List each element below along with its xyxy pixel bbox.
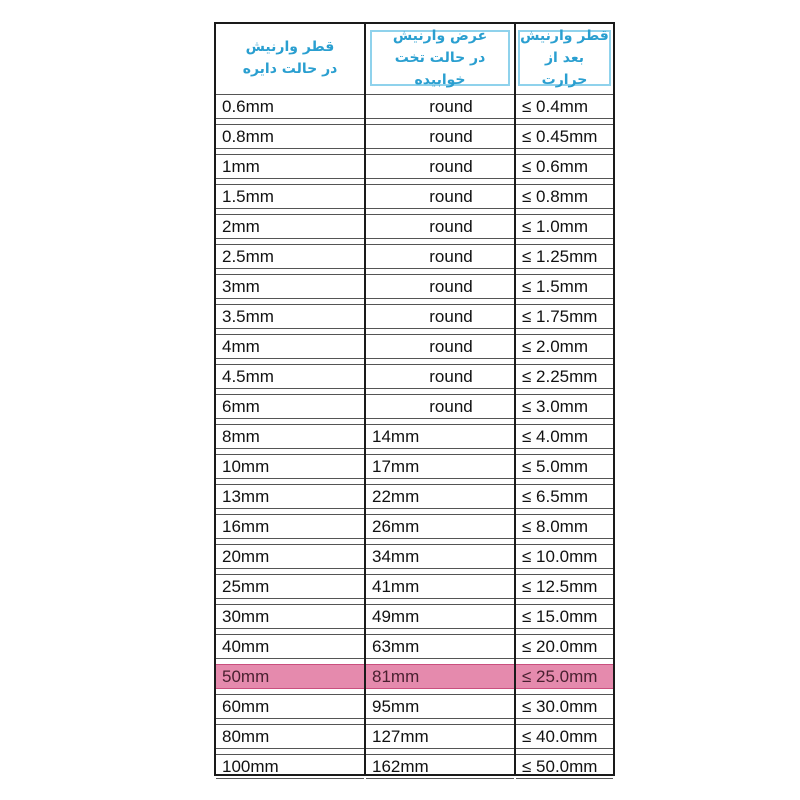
table-row: [366, 632, 514, 662]
table-cell: 30mm: [216, 604, 364, 629]
table-cell: ≤ 0.8mm: [516, 184, 613, 209]
table-cell: ≤ 0.45mm: [516, 124, 613, 149]
table-cell: ≤ 2.0mm: [516, 334, 613, 359]
rows: [516, 92, 613, 782]
table-cell: round: [366, 124, 514, 149]
table-row: [516, 662, 613, 692]
table-row: [516, 452, 613, 482]
table-cell: 80mm: [216, 724, 364, 749]
table-row: [216, 722, 364, 752]
table-row: [366, 542, 514, 572]
table-row: [516, 242, 613, 272]
header-line: در حالت دایره: [242, 61, 338, 77]
table-row: [216, 272, 364, 302]
table-cell: 34mm: [366, 544, 514, 569]
table-row: [516, 632, 613, 662]
column-diameter-after-heat: [516, 24, 613, 774]
table-row: [516, 422, 613, 452]
table-row: [516, 182, 613, 212]
table-row: [216, 752, 364, 782]
table-row: [516, 302, 613, 332]
table-cell: round: [366, 154, 514, 179]
table-cell: 50mm: [216, 664, 364, 689]
table-row: [366, 212, 514, 242]
header-line: عرض وارنیش: [392, 28, 488, 44]
table-cell: round: [366, 94, 514, 119]
table-cell: round: [366, 304, 514, 329]
size-table: [214, 22, 615, 776]
header-diameter-after-heat: [516, 24, 613, 92]
table-row: [516, 722, 613, 752]
table-cell: ≤ 30.0mm: [516, 694, 613, 719]
table-cell: 26mm: [366, 514, 514, 539]
table-row: [366, 512, 514, 542]
table-cell: 40mm: [216, 634, 364, 659]
table-row: [516, 692, 613, 722]
table-cell: ≤ 0.4mm: [516, 94, 613, 119]
table-cell: ≤ 20.0mm: [516, 634, 613, 659]
table-cell: ≤ 15.0mm: [516, 604, 613, 629]
table-row: [366, 722, 514, 752]
table-cell: ≤ 25.0mm: [516, 664, 613, 689]
table-cell: 63mm: [366, 634, 514, 659]
table-cell: 3mm: [216, 274, 364, 299]
table-cell: 41mm: [366, 574, 514, 599]
table-cell: round: [366, 214, 514, 239]
column-diameter-round: [216, 24, 364, 774]
table-row: [366, 662, 514, 692]
table-row: [216, 122, 364, 152]
table-row: [216, 152, 364, 182]
table-cell: ≤ 40.0mm: [516, 724, 613, 749]
table-cell: 20mm: [216, 544, 364, 569]
table-cell: 25mm: [216, 574, 364, 599]
table-row: [516, 152, 613, 182]
table-cell: ≤ 6.5mm: [516, 484, 613, 509]
table-row: [366, 182, 514, 212]
table-cell: 1mm: [216, 154, 364, 179]
table-row: [516, 212, 613, 242]
table-row: [216, 482, 364, 512]
table-cell: round: [366, 334, 514, 359]
table-row: [366, 272, 514, 302]
table-row: [216, 92, 364, 122]
table-row: [216, 362, 364, 392]
table-cell: 13mm: [216, 484, 364, 509]
table-row: [366, 692, 514, 722]
table-row: [216, 392, 364, 422]
header-line: قطر وارنیش: [245, 39, 335, 55]
table-row: [216, 212, 364, 242]
table-cell: ≤ 3.0mm: [516, 394, 613, 419]
table-cell: 162mm: [366, 754, 514, 779]
table-row: [216, 452, 364, 482]
rows: [366, 92, 514, 782]
table-cell: 16mm: [216, 514, 364, 539]
table-row: [516, 512, 613, 542]
table-cell: ≤ 4.0mm: [516, 424, 613, 449]
rows: [216, 92, 364, 782]
header-diameter-round: [216, 24, 364, 92]
table-row: [516, 362, 613, 392]
table-row: [366, 572, 514, 602]
table-row: [516, 542, 613, 572]
table-cell: 127mm: [366, 724, 514, 749]
table-cell: round: [366, 244, 514, 269]
table-cell: ≤ 50.0mm: [516, 754, 613, 779]
table-cell: 17mm: [366, 454, 514, 479]
table-cell: 4.5mm: [216, 364, 364, 389]
table-row: [366, 152, 514, 182]
table-cell: ≤ 1.25mm: [516, 244, 613, 269]
table-cell: 8mm: [216, 424, 364, 449]
table-cell: 4mm: [216, 334, 364, 359]
table-cell: ≤ 10.0mm: [516, 544, 613, 569]
table-cell: 1.5mm: [216, 184, 364, 209]
table-cell: ≤ 8.0mm: [516, 514, 613, 539]
table-row: [216, 572, 364, 602]
table-cell: 49mm: [366, 604, 514, 629]
table-row: [366, 332, 514, 362]
header-width-flat: [366, 24, 514, 92]
table-row: [366, 482, 514, 512]
table-row: [216, 422, 364, 452]
table-row: [516, 752, 613, 782]
table-row: [516, 392, 613, 422]
table-row: [366, 302, 514, 332]
table-cell: 2.5mm: [216, 244, 364, 269]
table-cell: 6mm: [216, 394, 364, 419]
table-row: [216, 182, 364, 212]
table-row: [216, 332, 364, 362]
table-row: [366, 242, 514, 272]
table-cell: ≤ 12.5mm: [516, 574, 613, 599]
table-cell: 22mm: [366, 484, 514, 509]
table-row: [216, 302, 364, 332]
table-row: [516, 92, 613, 122]
table-cell: 10mm: [216, 454, 364, 479]
table-cell: round: [366, 274, 514, 299]
table-row: [366, 122, 514, 152]
table-row: [216, 692, 364, 722]
table-row: [516, 122, 613, 152]
table-cell: 0.8mm: [216, 124, 364, 149]
table-cell: ≤ 1.5mm: [516, 274, 613, 299]
table-row: [366, 392, 514, 422]
table-cell: round: [366, 394, 514, 419]
table-cell: ≤ 0.6mm: [516, 154, 613, 179]
table-row: [216, 662, 364, 692]
table-row: [516, 602, 613, 632]
table-cell: 14mm: [366, 424, 514, 449]
table-row: [366, 602, 514, 632]
table-cell: 60mm: [216, 694, 364, 719]
table-cell: 3.5mm: [216, 304, 364, 329]
table-cell: ≤ 1.75mm: [516, 304, 613, 329]
table-cell: ≤ 5.0mm: [516, 454, 613, 479]
table-cell: round: [366, 364, 514, 389]
table-cell: round: [366, 184, 514, 209]
table-row: [216, 632, 364, 662]
table-row: [366, 92, 514, 122]
table-row: [366, 422, 514, 452]
table-cell: 95mm: [366, 694, 514, 719]
table-cell: 100mm: [216, 754, 364, 779]
table-cell: 2mm: [216, 214, 364, 239]
table-row: [366, 752, 514, 782]
table-row: [216, 242, 364, 272]
table-row: [516, 482, 613, 512]
table-row: [516, 332, 613, 362]
column-width-flat: [366, 24, 514, 774]
table-row: [366, 362, 514, 392]
header-line: بعد از حرارت: [541, 50, 588, 88]
header-line: قطر وارنیش: [520, 28, 609, 44]
table-row: [216, 542, 364, 572]
table-row: [516, 572, 613, 602]
table-row: [216, 602, 364, 632]
table-row: [366, 452, 514, 482]
table-row: [516, 272, 613, 302]
table-cell: ≤ 1.0mm: [516, 214, 613, 239]
header-line: در حالت تخت خوابیده: [394, 50, 486, 88]
table-row: [216, 512, 364, 542]
table-cell: 81mm: [366, 664, 514, 689]
table-cell: 0.6mm: [216, 94, 364, 119]
table-cell: ≤ 2.25mm: [516, 364, 613, 389]
